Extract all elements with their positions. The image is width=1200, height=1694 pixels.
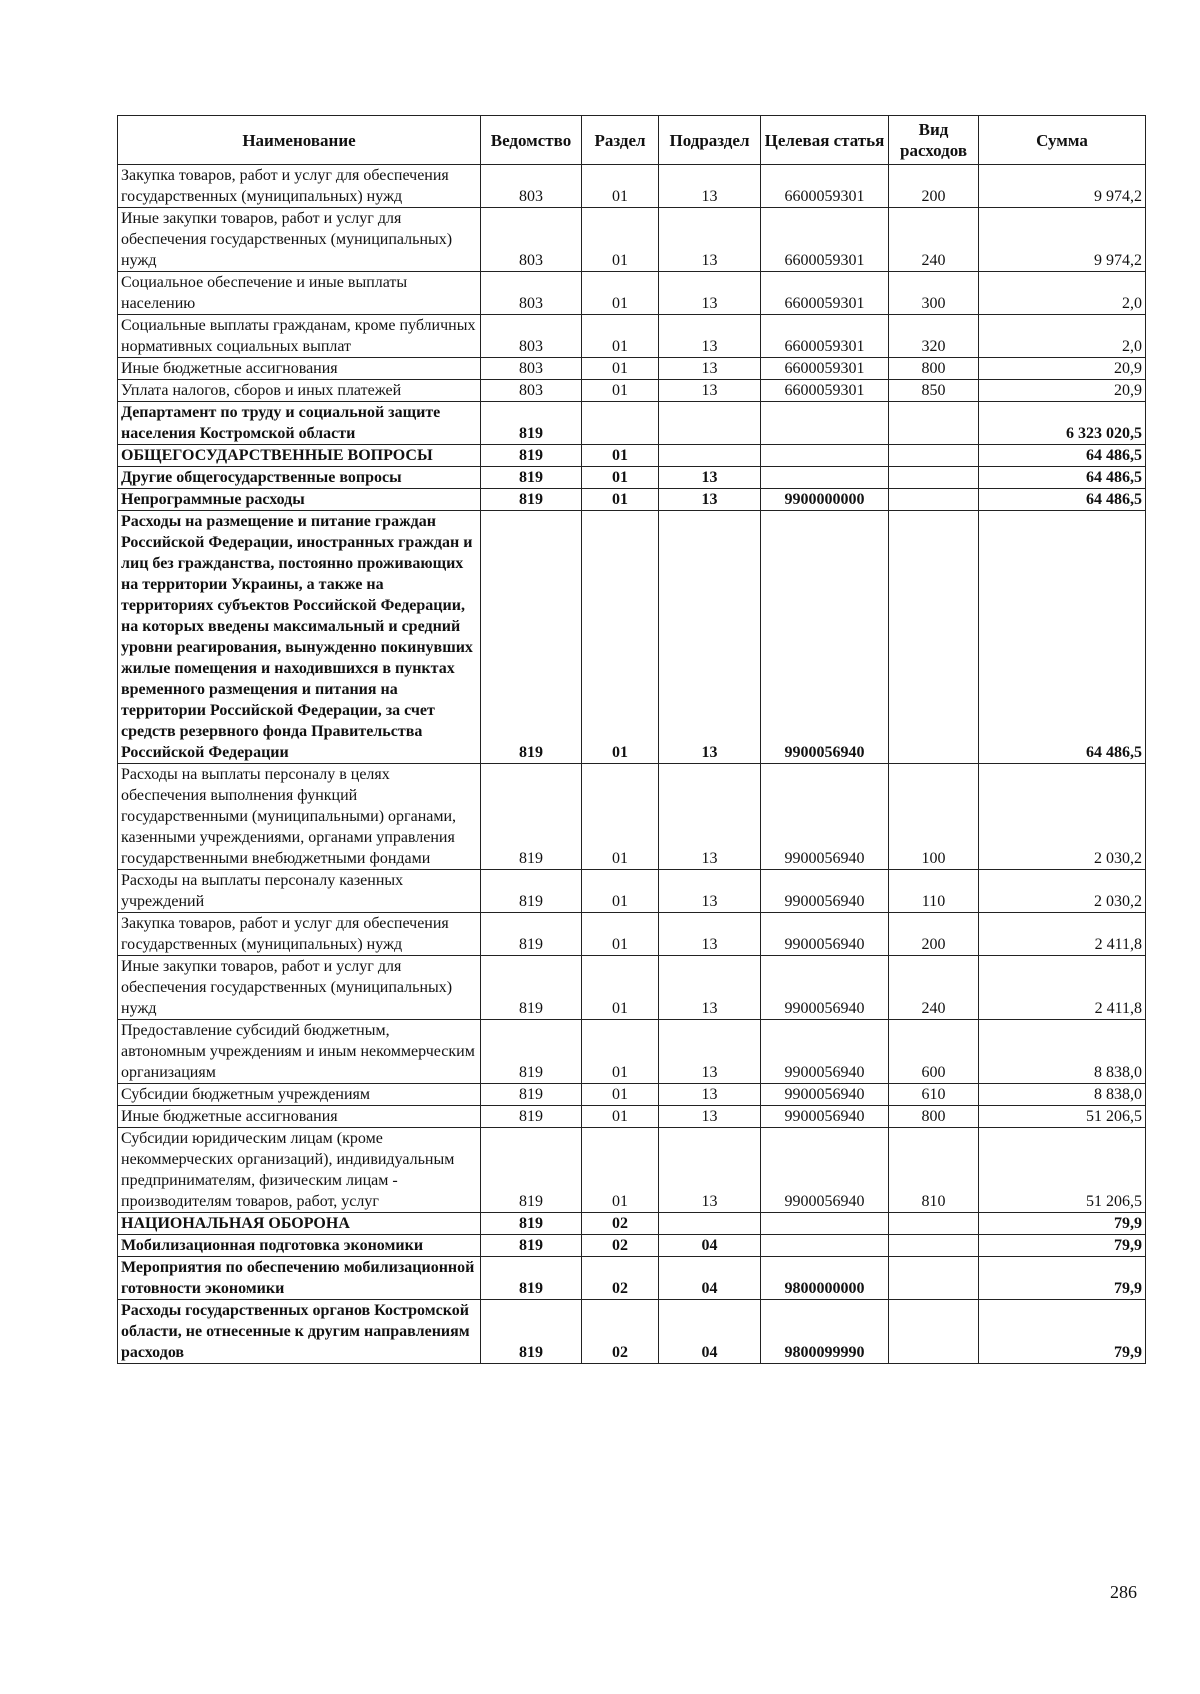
cell-subsection: 13 [659, 1084, 761, 1106]
cell-section: 01 [582, 1128, 659, 1213]
cell-section: 02 [582, 1257, 659, 1300]
cell-kind: 610 [889, 1084, 979, 1106]
cell-kind [889, 402, 979, 445]
cell-kind: 300 [889, 272, 979, 315]
cell-dept: 803 [481, 272, 582, 315]
cell-sum: 79,9 [979, 1257, 1146, 1300]
cell-sum: 2,0 [979, 315, 1146, 358]
cell-section [582, 402, 659, 445]
cell-subsection [659, 445, 761, 467]
cell-sum: 64 486,5 [979, 489, 1146, 511]
cell-name: Социальное обеспечение и иные выплаты населению [118, 272, 481, 315]
cell-dept: 803 [481, 380, 582, 402]
cell-section: 01 [582, 315, 659, 358]
table-row [118, 208, 1146, 272]
cell-name: Непрограммные расходы [118, 489, 481, 511]
table-row [118, 445, 1146, 467]
cell-dept: 819 [481, 511, 582, 764]
header-subsection: Подраздел [659, 116, 761, 165]
cell-kind [889, 489, 979, 511]
cell-subsection: 04 [659, 1300, 761, 1364]
cell-name: Субсидии юридическим лицам (кроме некоммерческих организаций), индивидуальным предпринимателям, физическим лицам - производителям товаров, работ, услуг [118, 1128, 481, 1213]
cell-target: 9900056940 [761, 870, 889, 913]
cell-subsection: 13 [659, 1106, 761, 1128]
cell-dept: 819 [481, 913, 582, 956]
cell-name: Расходы на выплаты персоналу в целях обеспечения выполнения функций государственными (муниципальными) органами, казенными учреждениями, органами управления государственными внебюджетными фондами [118, 764, 481, 870]
cell-dept: 803 [481, 165, 582, 208]
cell-name: Иные закупки товаров, работ и услуг для обеспечения государственных (муниципальных) нужд [118, 956, 481, 1020]
cell-target: 9900000000 [761, 489, 889, 511]
cell-section: 01 [582, 1106, 659, 1128]
table-row [118, 1257, 1146, 1300]
cell-target [761, 467, 889, 489]
cell-section: 01 [582, 272, 659, 315]
cell-section: 01 [582, 165, 659, 208]
cell-target [761, 402, 889, 445]
table-row [118, 764, 1146, 870]
cell-kind: 200 [889, 913, 979, 956]
cell-subsection [659, 402, 761, 445]
cell-kind [889, 1300, 979, 1364]
table-row [118, 272, 1146, 315]
cell-name: Уплата налогов, сборов и иных платежей [118, 380, 481, 402]
cell-name: ОБЩЕГОСУДАРСТВЕННЫЕ ВОПРОСЫ [118, 445, 481, 467]
cell-target: 6600059301 [761, 165, 889, 208]
cell-kind: 810 [889, 1128, 979, 1213]
header-dept: Ведомство [481, 116, 582, 165]
cell-sum: 2 030,2 [979, 870, 1146, 913]
cell-target: 6600059301 [761, 358, 889, 380]
cell-kind [889, 445, 979, 467]
cell-kind: 240 [889, 956, 979, 1020]
table-body [118, 165, 1146, 1364]
cell-dept: 819 [481, 1020, 582, 1084]
cell-dept: 803 [481, 358, 582, 380]
cell-subsection: 13 [659, 1020, 761, 1084]
cell-subsection: 13 [659, 208, 761, 272]
cell-sum: 2 411,8 [979, 956, 1146, 1020]
cell-section: 01 [582, 467, 659, 489]
cell-subsection: 13 [659, 489, 761, 511]
cell-sum: 20,9 [979, 358, 1146, 380]
cell-dept: 819 [481, 402, 582, 445]
cell-target: 9900056940 [761, 764, 889, 870]
cell-target [761, 1235, 889, 1257]
cell-kind: 110 [889, 870, 979, 913]
cell-kind [889, 1213, 979, 1235]
table-row [118, 1213, 1146, 1235]
cell-dept: 819 [481, 1235, 582, 1257]
cell-dept: 819 [481, 764, 582, 870]
cell-kind: 800 [889, 358, 979, 380]
cell-section: 02 [582, 1300, 659, 1364]
cell-section: 01 [582, 956, 659, 1020]
cell-target: 6600059301 [761, 315, 889, 358]
cell-target: 9900056940 [761, 1106, 889, 1128]
cell-subsection: 13 [659, 913, 761, 956]
cell-subsection: 13 [659, 315, 761, 358]
cell-subsection: 13 [659, 956, 761, 1020]
cell-sum: 64 486,5 [979, 445, 1146, 467]
cell-subsection: 13 [659, 764, 761, 870]
table-row [118, 956, 1146, 1020]
cell-name: НАЦИОНАЛЬНАЯ ОБОРОНА [118, 1213, 481, 1235]
cell-subsection: 13 [659, 1128, 761, 1213]
cell-sum: 79,9 [979, 1300, 1146, 1364]
table-row [118, 1128, 1146, 1213]
cell-target: 6600059301 [761, 272, 889, 315]
table-row [118, 380, 1146, 402]
cell-name: Социальные выплаты гражданам, кроме публичных нормативных социальных выплат [118, 315, 481, 358]
cell-dept: 819 [481, 870, 582, 913]
cell-section: 01 [582, 1020, 659, 1084]
cell-name: Иные бюджетные ассигнования [118, 1106, 481, 1128]
table-header-row [118, 116, 1146, 165]
cell-kind: 200 [889, 165, 979, 208]
cell-kind: 100 [889, 764, 979, 870]
cell-name: Другие общегосударственные вопросы [118, 467, 481, 489]
cell-dept: 819 [481, 1128, 582, 1213]
cell-name: Расходы на размещение и питание граждан Российской Федерации, иностранных граждан и лиц без гражданства, постоянно проживающих на территории Украины, а также на территориях субъектов Российской Федерации, на которых введены максимальный и средний уровни реагирования, вынужденно покинувших жилые помещения и находившихся в пунктах временного размещения и питания на территории Российской Федерации, за счет средств резервного фонда Правительства Российской Федерации [118, 511, 481, 764]
cell-target: 9800000000 [761, 1257, 889, 1300]
cell-sum: 51 206,5 [979, 1128, 1146, 1213]
cell-name: Предоставление субсидий бюджетным, автономным учреждениям и иным некоммерческим организациям [118, 1020, 481, 1084]
cell-section: 01 [582, 358, 659, 380]
cell-dept: 819 [481, 467, 582, 489]
header-sum: Сумма [979, 116, 1146, 165]
cell-sum: 2 030,2 [979, 764, 1146, 870]
cell-subsection: 13 [659, 511, 761, 764]
cell-kind [889, 467, 979, 489]
table-row [118, 489, 1146, 511]
cell-name: Субсидии бюджетным учреждениям [118, 1084, 481, 1106]
cell-name: Расходы государственных органов Костромской области, не отнесенные к другим направлениям расходов [118, 1300, 481, 1364]
cell-target: 9900056940 [761, 1084, 889, 1106]
header-target: Целевая статья [761, 116, 889, 165]
cell-name: Иные закупки товаров, работ и услуг для обеспечения государственных (муниципальных) нужд [118, 208, 481, 272]
table-row [118, 1235, 1146, 1257]
cell-kind [889, 1235, 979, 1257]
cell-sum: 51 206,5 [979, 1106, 1146, 1128]
cell-section: 02 [582, 1213, 659, 1235]
cell-section: 01 [582, 208, 659, 272]
cell-subsection: 13 [659, 272, 761, 315]
cell-name: Мобилизационная подготовка экономики [118, 1235, 481, 1257]
cell-name: Департамент по труду и социальной защите населения Костромской области [118, 402, 481, 445]
header-section: Раздел [582, 116, 659, 165]
cell-dept: 819 [481, 1300, 582, 1364]
cell-subsection: 13 [659, 358, 761, 380]
table-row [118, 1106, 1146, 1128]
cell-dept: 819 [481, 956, 582, 1020]
cell-dept: 819 [481, 1106, 582, 1128]
cell-section: 01 [582, 445, 659, 467]
table-row [118, 913, 1146, 956]
cell-target: 9800099990 [761, 1300, 889, 1364]
cell-sum: 64 486,5 [979, 511, 1146, 764]
cell-sum: 20,9 [979, 380, 1146, 402]
cell-target: 9900056940 [761, 956, 889, 1020]
cell-dept: 819 [481, 1213, 582, 1235]
table-row [118, 467, 1146, 489]
cell-name: Закупка товаров, работ и услуг для обеспечения государственных (муниципальных) нужд [118, 913, 481, 956]
table-row [118, 1084, 1146, 1106]
cell-target: 6600059301 [761, 380, 889, 402]
cell-target: 9900056940 [761, 913, 889, 956]
header-kind: Вид расходов [889, 116, 979, 165]
cell-sum: 8 838,0 [979, 1084, 1146, 1106]
cell-dept: 819 [481, 1257, 582, 1300]
cell-subsection: 04 [659, 1257, 761, 1300]
cell-name: Закупка товаров, работ и услуг для обеспечения государственных (муниципальных) нужд [118, 165, 481, 208]
cell-sum: 64 486,5 [979, 467, 1146, 489]
table-row [118, 402, 1146, 445]
cell-target [761, 1213, 889, 1235]
cell-name: Иные бюджетные ассигнования [118, 358, 481, 380]
cell-subsection [659, 1213, 761, 1235]
cell-subsection: 13 [659, 467, 761, 489]
cell-sum: 2 411,8 [979, 913, 1146, 956]
cell-kind [889, 511, 979, 764]
cell-section: 01 [582, 764, 659, 870]
cell-kind: 600 [889, 1020, 979, 1084]
cell-subsection: 13 [659, 870, 761, 913]
cell-sum: 9 974,2 [979, 165, 1146, 208]
cell-dept: 819 [481, 445, 582, 467]
cell-target: 9900056940 [761, 1128, 889, 1213]
cell-sum: 2,0 [979, 272, 1146, 315]
table-row [118, 358, 1146, 380]
cell-target: 9900056940 [761, 1020, 889, 1084]
cell-subsection: 13 [659, 165, 761, 208]
cell-section: 02 [582, 1235, 659, 1257]
budget-table [117, 115, 1146, 1364]
table-row [118, 1300, 1146, 1364]
table-row [118, 165, 1146, 208]
cell-sum: 79,9 [979, 1213, 1146, 1235]
cell-target [761, 445, 889, 467]
cell-sum: 6 323 020,5 [979, 402, 1146, 445]
cell-section: 01 [582, 1084, 659, 1106]
cell-kind [889, 1257, 979, 1300]
cell-kind: 240 [889, 208, 979, 272]
table-row [118, 1020, 1146, 1084]
cell-subsection: 04 [659, 1235, 761, 1257]
cell-section: 01 [582, 870, 659, 913]
cell-section: 01 [582, 380, 659, 402]
cell-section: 01 [582, 913, 659, 956]
cell-dept: 819 [481, 1084, 582, 1106]
cell-section: 01 [582, 511, 659, 764]
cell-name: Мероприятия по обеспечению мобилизационной готовности экономики [118, 1257, 481, 1300]
cell-name: Расходы на выплаты персоналу казенных учреждений [118, 870, 481, 913]
cell-target: 6600059301 [761, 208, 889, 272]
cell-kind: 320 [889, 315, 979, 358]
cell-sum: 79,9 [979, 1235, 1146, 1257]
header-name: Наименование [118, 116, 481, 165]
cell-section: 01 [582, 489, 659, 511]
cell-subsection: 13 [659, 380, 761, 402]
page-number: 286 [1110, 1582, 1137, 1602]
cell-dept: 803 [481, 315, 582, 358]
cell-dept: 803 [481, 208, 582, 272]
cell-sum: 9 974,2 [979, 208, 1146, 272]
table-row [118, 315, 1146, 358]
cell-sum: 8 838,0 [979, 1020, 1146, 1084]
cell-kind: 850 [889, 380, 979, 402]
table-row [118, 511, 1146, 764]
cell-dept: 819 [481, 489, 582, 511]
cell-target: 9900056940 [761, 511, 889, 764]
table-row [118, 870, 1146, 913]
cell-kind: 800 [889, 1106, 979, 1128]
